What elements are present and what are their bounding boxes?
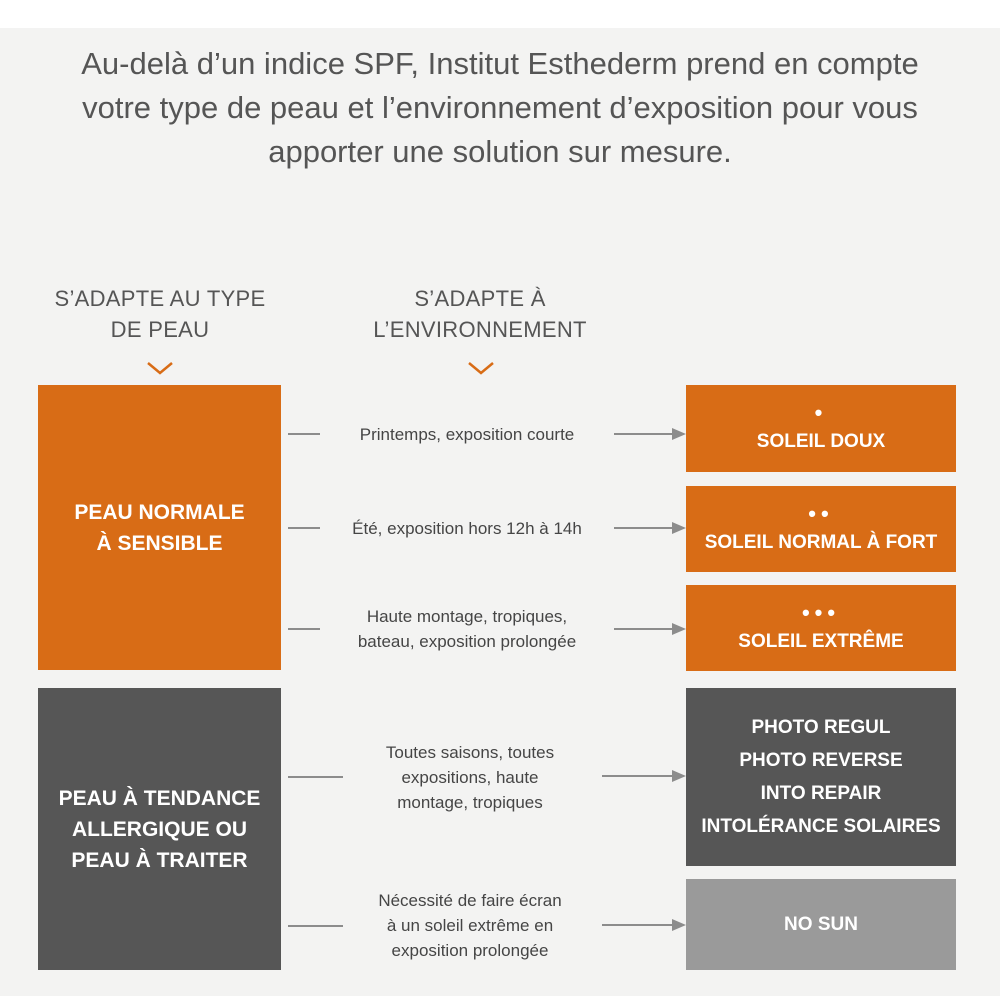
top-band — [0, 0, 1000, 28]
product-name: PHOTO REVERSE — [739, 750, 903, 771]
intro-line: votre type de peau et l’environnement d’exposition pour vous — [82, 90, 918, 125]
skin-type-label: PEAU À TRAITER — [71, 848, 248, 872]
result-photo-products — [686, 688, 956, 866]
condition-label: Haute montage, tropiques, bateau, exposition prolongée — [357, 607, 577, 651]
arrow-right-icon — [614, 521, 686, 535]
skin-type-normal-sensitive — [38, 385, 281, 670]
result-soleil-normal-fort — [686, 486, 956, 572]
product-name: INTO REPAIR — [760, 783, 882, 804]
result-label: SOLEIL EXTRÊME — [738, 630, 904, 652]
intro-text — [30, 42, 970, 174]
condition-label: Toutes saisons, toutes expositions, haute montage, tropiques — [385, 742, 555, 812]
product-name: INTOLÉRANCE SOLAIRES — [701, 816, 941, 837]
result-soleil-extreme — [686, 585, 956, 671]
skin-type-label: ALLERGIQUE OU — [71, 817, 247, 841]
result-label: SOLEIL DOUX — [756, 431, 886, 452]
intro-line: Au-delà d’un indice SPF, Institut Esthederm prend en compte — [81, 46, 919, 81]
skin-type-label: PEAU NORMALE — [74, 500, 245, 524]
condition-label: Été, exposition hors 12h à 14h — [352, 518, 582, 538]
chevron-down-icon — [467, 360, 495, 376]
connector-line — [288, 433, 320, 435]
skin-type-label: PEAU À TENDANCE — [58, 786, 261, 810]
header-line: L’ENVIRONNEMENT — [373, 317, 587, 342]
result-soleil-doux — [686, 385, 956, 472]
condition-label: Nécessité de faire écran à un soleil extrême en exposition prolongée — [378, 890, 562, 960]
sun-level-dots: • — [814, 400, 828, 425]
header-line: S’ADAPTE À — [414, 286, 546, 311]
arrow-right-icon — [614, 427, 686, 441]
intro-line: apporter une solution sur mesure. — [268, 134, 732, 169]
arrow-right-icon — [602, 769, 686, 783]
arrow-right-icon — [602, 918, 686, 932]
sun-level-dots: ••• — [801, 599, 841, 625]
connector-line — [288, 776, 343, 778]
result-label: NO SUN — [784, 914, 858, 935]
connector-line — [288, 925, 343, 927]
result-no-sun — [686, 879, 956, 970]
skin-type-allergic — [38, 688, 281, 970]
skin-type-label: À SENSIBLE — [96, 531, 223, 555]
header-line: DE PEAU — [110, 317, 210, 342]
connector-line — [288, 527, 320, 529]
chevron-down-icon — [146, 360, 174, 376]
environment-header — [330, 283, 630, 345]
arrow-right-icon — [614, 622, 686, 636]
result-label: SOLEIL NORMAL À FORT — [704, 531, 938, 553]
header-line: S’ADAPTE AU TYPE — [54, 286, 266, 311]
sun-level-dots: •• — [808, 500, 834, 526]
skin-type-header — [20, 283, 300, 345]
product-name: PHOTO REGUL — [751, 717, 891, 738]
connector-line — [288, 628, 320, 630]
condition-label: Printemps, exposition courte — [359, 424, 575, 444]
